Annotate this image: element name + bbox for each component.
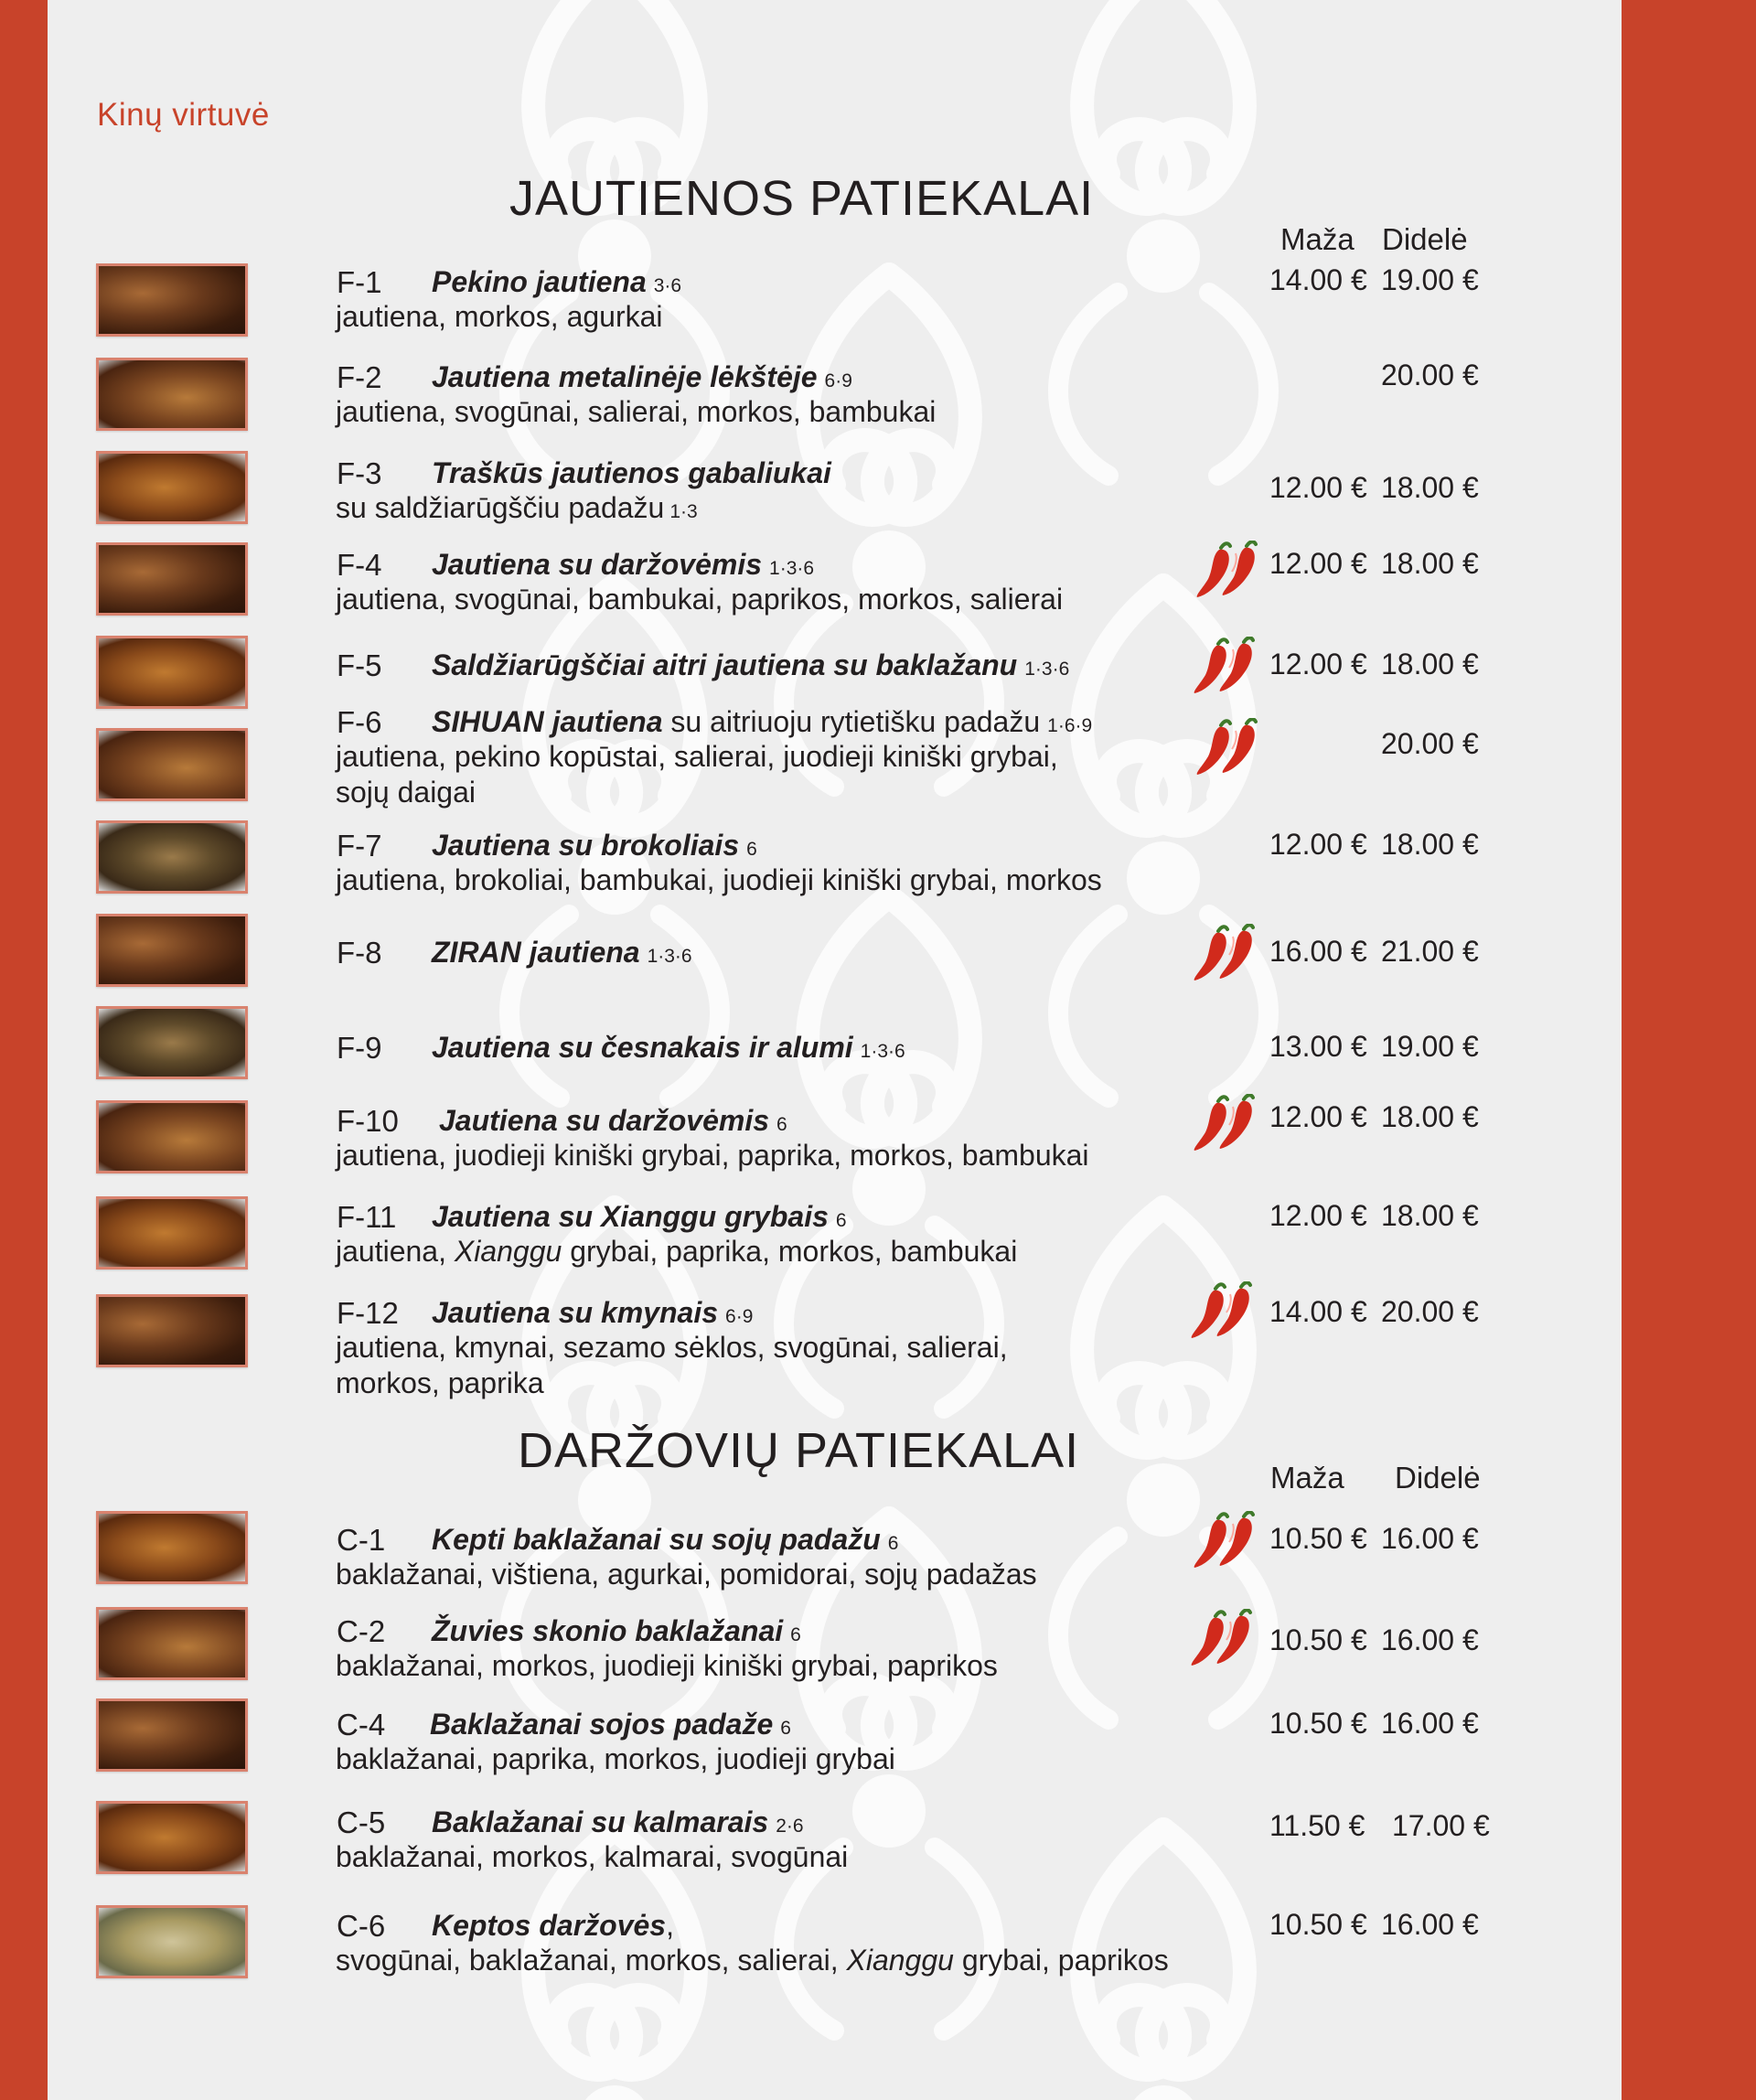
dish-code: F-4 bbox=[337, 548, 382, 582]
dish-code: F-11 bbox=[337, 1200, 397, 1234]
menu-page bbox=[48, 0, 1622, 2100]
dish-photo-f11 bbox=[96, 1196, 248, 1270]
price-small: 14.00 € bbox=[1269, 263, 1367, 296]
beef-col-large: Didelė bbox=[1382, 222, 1468, 256]
dish-description: jautiena, kmynai, sezamo sėklos, svogūnai, salierai, bbox=[336, 1331, 1008, 1364]
dish-photo-f9 bbox=[96, 1006, 248, 1079]
dish-photo-c6 bbox=[96, 1905, 248, 1978]
dish-code: F-10 bbox=[337, 1104, 399, 1138]
brand-title: Kinų virtuvė bbox=[97, 97, 270, 133]
price-large: 18.00 € bbox=[1381, 1100, 1479, 1133]
dish-name: Jautiena su daržovėmis 6 bbox=[439, 1104, 787, 1137]
price-large: 17.00 € bbox=[1392, 1809, 1490, 1842]
price-large: 18.00 € bbox=[1381, 648, 1479, 680]
dish-description: baklažanai, paprika, morkos, juodieji grybai bbox=[336, 1742, 895, 1775]
dish-description: jautiena, juodieji kiniški grybai, paprika, morkos, bambukai bbox=[336, 1139, 1089, 1172]
price-large: 21.00 € bbox=[1381, 935, 1479, 968]
price-large: 18.00 € bbox=[1381, 547, 1479, 580]
dish-description: jautiena, morkos, agurkai bbox=[336, 300, 663, 333]
price-small: 12.00 € bbox=[1269, 648, 1367, 680]
dish-name: Baklažanai su kalmarais 2·6 bbox=[432, 1805, 804, 1838]
chili-pepper-icon bbox=[1194, 541, 1263, 601]
price-large: 16.00 € bbox=[1381, 1908, 1479, 1941]
price-large: 16.00 € bbox=[1381, 1623, 1479, 1656]
dish-photo-f3 bbox=[96, 451, 248, 524]
dish-code: C-1 bbox=[337, 1523, 386, 1557]
dish-name: Jautiena metalinėje lėkštėje 6·9 bbox=[432, 360, 852, 393]
dish-name: SIHUAN jautiena su aitriuoju rytietišku padažu 1·6·9 bbox=[432, 705, 1093, 738]
dish-photo-f8 bbox=[96, 914, 248, 987]
dish-code: F-5 bbox=[337, 648, 382, 682]
dish-photo-f4 bbox=[96, 542, 248, 616]
price-small: 12.00 € bbox=[1269, 828, 1367, 861]
dish-code: C-6 bbox=[337, 1909, 386, 1943]
dish-name: Jautiena su daržovėmis 1·3·6 bbox=[432, 548, 815, 581]
dish-photo-f10 bbox=[96, 1100, 248, 1173]
dish-description: baklažanai, vištiena, agurkai, pomidorai, sojų padažas bbox=[336, 1558, 1037, 1591]
dish-code: F-1 bbox=[337, 265, 382, 299]
price-small: 13.00 € bbox=[1269, 1030, 1367, 1063]
price-small: 12.00 € bbox=[1269, 471, 1367, 504]
dish-photo-c4 bbox=[96, 1698, 248, 1772]
dish-description: baklažanai, morkos, kalmarai, svogūnai bbox=[336, 1840, 849, 1873]
dish-name: Keptos daržovės, bbox=[432, 1909, 674, 1942]
dish-name: Jautiena su kmynais 6·9 bbox=[432, 1296, 754, 1329]
dish-code: F-3 bbox=[337, 456, 382, 490]
chili-pepper-icon bbox=[1188, 1609, 1258, 1669]
dish-name: Saldžiarūgščiai aitri jautiena su baklažanu 1·3·6 bbox=[432, 648, 1070, 681]
dish-photo-f1 bbox=[96, 263, 248, 337]
dish-photo-f6 bbox=[96, 728, 248, 801]
price-large: 19.00 € bbox=[1381, 263, 1479, 296]
dish-code: F-8 bbox=[337, 936, 382, 970]
veg-section-title: DARŽOVIŲ PATIEKALAI bbox=[518, 1423, 1080, 1478]
price-large: 19.00 € bbox=[1381, 1030, 1479, 1063]
dish-photo-c2 bbox=[96, 1607, 248, 1680]
price-large: 16.00 € bbox=[1381, 1707, 1479, 1740]
price-small: 10.50 € bbox=[1269, 1623, 1367, 1656]
dish-name: Traškūs jautienos gabaliukai bbox=[432, 456, 831, 489]
price-small: 12.00 € bbox=[1269, 547, 1367, 580]
dish-description: jautiena, brokoliai, bambukai, juodieji kiniški grybai, morkos bbox=[336, 863, 1102, 896]
chili-pepper-icon bbox=[1191, 924, 1260, 984]
dish-description-line2: morkos, paprika bbox=[336, 1366, 544, 1399]
beef-section-title: JAUTIENOS PATIEKALAI bbox=[509, 171, 1095, 226]
dish-code: F-12 bbox=[337, 1296, 399, 1330]
dish-description-line2: sojų daigai bbox=[336, 776, 476, 809]
dish-code: C-4 bbox=[337, 1708, 386, 1741]
price-small: 12.00 € bbox=[1269, 1100, 1367, 1133]
dish-name: Kepti baklažanai su sojų padažu 6 bbox=[432, 1523, 899, 1556]
price-small: 16.00 € bbox=[1269, 935, 1367, 968]
dish-code: C-2 bbox=[337, 1614, 386, 1648]
dish-photo-c5 bbox=[96, 1801, 248, 1874]
dish-name: Jautiena su brokoliais 6 bbox=[432, 829, 757, 862]
dish-code: F-2 bbox=[337, 360, 382, 394]
price-small: 11.50 € bbox=[1269, 1809, 1365, 1842]
beef-col-small: Maža bbox=[1280, 222, 1354, 256]
chili-pepper-icon bbox=[1191, 637, 1260, 697]
dish-description: su saldžiarūgščiu padažu 1·3 bbox=[336, 491, 698, 524]
price-large: 18.00 € bbox=[1381, 828, 1479, 861]
dish-name: ZIRAN jautiena 1·3·6 bbox=[432, 936, 692, 969]
dish-description: svogūnai, baklažanai, morkos, salierai, Xianggu grybai, paprikos bbox=[336, 1944, 1169, 1977]
dish-description: baklažanai, morkos, juodieji kiniški grybai, paprikos bbox=[336, 1649, 998, 1682]
price-large: 20.00 € bbox=[1381, 359, 1479, 391]
dish-code: F-7 bbox=[337, 829, 382, 862]
price-large: 16.00 € bbox=[1381, 1522, 1479, 1555]
dish-description: jautiena, svogūnai, bambukai, paprikos, morkos, salierai bbox=[336, 583, 1064, 616]
price-large: 18.00 € bbox=[1381, 471, 1479, 504]
dish-description: jautiena, pekino kopūstai, salierai, juodieji kiniški grybai, bbox=[336, 740, 1058, 773]
dish-name: Žuvies skonio baklažanai 6 bbox=[432, 1614, 801, 1647]
chili-pepper-icon bbox=[1188, 1281, 1258, 1342]
dish-description: jautiena, svogūnai, salierai, morkos, bambukai bbox=[336, 395, 937, 428]
price-small: 10.50 € bbox=[1269, 1522, 1367, 1555]
dish-name: Pekino jautiena 3·6 bbox=[432, 265, 682, 298]
dish-description: jautiena, Xianggu grybai, paprika, morkos, bambukai bbox=[336, 1235, 1018, 1268]
veg-col-small: Maža bbox=[1270, 1461, 1344, 1495]
dish-photo-f5 bbox=[96, 636, 248, 709]
dish-photo-f12 bbox=[96, 1294, 248, 1367]
dish-code: C-5 bbox=[337, 1805, 386, 1839]
dish-photo-f7 bbox=[96, 820, 248, 894]
price-small: 12.00 € bbox=[1269, 1199, 1367, 1232]
price-small: 10.50 € bbox=[1269, 1707, 1367, 1740]
dish-photo-f2 bbox=[96, 358, 248, 431]
chili-pepper-icon bbox=[1194, 718, 1263, 778]
chili-pepper-icon bbox=[1191, 1511, 1260, 1571]
price-small: 14.00 € bbox=[1269, 1295, 1367, 1328]
chili-pepper-icon bbox=[1191, 1094, 1260, 1154]
dish-photo-c1 bbox=[96, 1511, 248, 1584]
dish-code: F-6 bbox=[337, 705, 382, 739]
price-large: 18.00 € bbox=[1381, 1199, 1479, 1232]
dish-name: Jautiena su česnakais ir alumi 1·3·6 bbox=[432, 1031, 905, 1064]
dish-name: Jautiena su Xianggu grybais 6 bbox=[432, 1200, 847, 1233]
dish-code: F-9 bbox=[337, 1031, 382, 1065]
price-large: 20.00 € bbox=[1381, 727, 1479, 760]
dish-name: Baklažanai sojos padaže 6 bbox=[430, 1708, 791, 1741]
veg-col-large: Didelė bbox=[1395, 1461, 1481, 1495]
price-large: 20.00 € bbox=[1381, 1295, 1479, 1328]
price-small: 10.50 € bbox=[1269, 1908, 1367, 1941]
